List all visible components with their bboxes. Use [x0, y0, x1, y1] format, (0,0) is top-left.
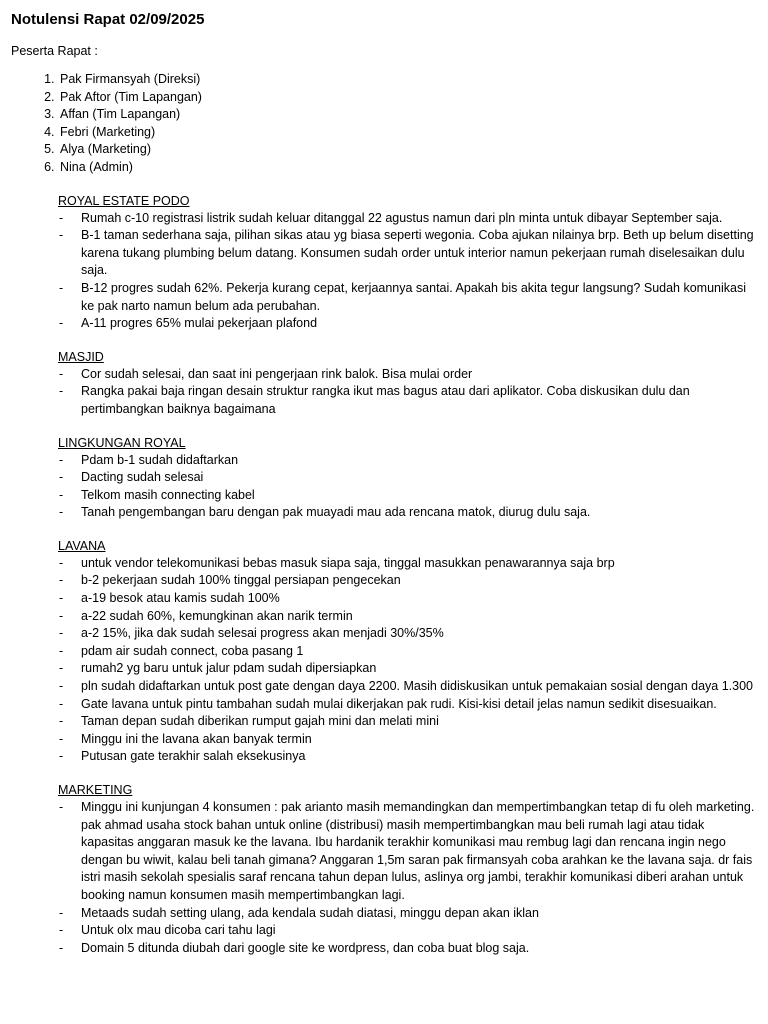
bullet-item: - Domain 5 ditunda diubah dari google site ke wordpress, dan coba buat blog saja. [58, 940, 756, 958]
participant-item: 1. Pak Firmansyah (Direksi) [58, 71, 756, 89]
bullet-item: - Metaads sudah setting ulang, ada kendala sudah diatasi, minggu depan akan iklan [58, 905, 756, 923]
sections-container [11, 193, 756, 958]
section-masjid [58, 349, 756, 419]
bullet-item: - Taman depan sudah diberikan rumput gajah mini dan melati mini [58, 713, 756, 731]
section-title: LINGKUNGAN ROYAL [58, 435, 186, 450]
bullet-item: - A-11 progres 65% mulai pekerjaan plafond [58, 315, 756, 333]
bullet-item: - untuk vendor telekomunikasi bebas masuk siapa saja, tinggal masukkan penawarannya saja brp [58, 555, 756, 573]
participant-item: 5. Alya (Marketing) [58, 141, 756, 159]
participant-item: 4. Febri (Marketing) [58, 124, 756, 142]
section-marketing [58, 782, 756, 957]
bullet-item: - a-22 sudah 60%, kemungkinan akan narik termin [58, 608, 756, 626]
participants-label: Peserta Rapat : [11, 44, 98, 58]
section-title: MASJID [58, 349, 104, 364]
bullet-item: - Cor sudah selesai, dan saat ini pengerjaan rink balok. Bisa mulai order [58, 366, 756, 384]
bullet-list [58, 366, 756, 419]
bullet-item: - Rangka pakai baja ringan desain struktur rangka ikut mas bagus atau dari aplikator. Coba diskusikan dulu dan pertimbangkan baiknya bagaimana [58, 383, 756, 418]
bullet-list [58, 452, 756, 522]
bullet-item: - Putusan gate terakhir salah eksekusinya [58, 748, 756, 766]
section-lingkungan-royal [58, 435, 756, 522]
bullet-item: - Minggu ini kunjungan 4 konsumen : pak arianto masih memandingkan dan mempertimbangkan tetap di fu oleh marketing. pak ahmad usaha stock bahan untuk online (distribusi) masih mempertimbangkan mau beli rumah lagi atau tidak kapasitas anggaran masuk ke the lavana. Ibu hardanik terakhir komunikasi mau rembug lagi dan rencana ingin nego dengan bu wiwit, kalau beli tanah gimana? Anggaran 1,5m saran pak firmansyah coba arahkan ke the lavana saja. dr fais istri masih sekolah spesialis saraf rencana tahun depan lulus, aslinya org jambi, terakhir komunikasi diberi arahan untuk booking namun konsumen masih mempertimbangkan lagi. [58, 799, 756, 905]
bullet-list [58, 210, 756, 333]
document-title: Notulensi Rapat 02/09/2025 [11, 11, 205, 28]
bullet-item: - a-2 15%, jika dak sudah selesai progress akan menjadi 30%/35% [58, 625, 756, 643]
section-title: LAVANA [58, 538, 106, 553]
bullet-item: - Rumah c-10 registrasi listrik sudah keluar ditanggal 22 agustus namun dari pln minta untuk dibayar September saja. [58, 210, 756, 228]
bullet-item: - a-19 besok atau kamis sudah 100% [58, 590, 756, 608]
participant-item: 3. Affan (Tim Lapangan) [58, 106, 756, 124]
bullet-list [58, 555, 756, 766]
bullet-item: - Pdam b-1 sudah didaftarkan [58, 452, 756, 470]
bullet-item: - Untuk olx mau dicoba cari tahu lagi [58, 922, 756, 940]
bullet-item: - B-1 taman sederhana saja, pilihan sikas atau yg biasa seperti wegonia. Coba ajukan nilainya brp. Beth up belum disetting karena tukang plumbing belum datang. Konsumen sudah order untuk interior namun pekerjaan rumah diselesaikan dulu saja. [58, 227, 756, 280]
bullet-item: - b-2 pekerjaan sudah 100% tinggal persiapan pengecekan [58, 572, 756, 590]
section-royal-estate-podo [58, 193, 756, 333]
participant-item: 2. Pak Aftor (Tim Lapangan) [58, 89, 756, 107]
section-title: MARKETING [58, 783, 133, 797]
bullet-item: - Gate lavana untuk pintu tambahan sudah mulai dikerjakan pak rudi. Kisi-kisi detail jelas namun sedikit disesuaikan. [58, 696, 756, 714]
bullet-item: - pln sudah didaftarkan untuk post gate dengan daya 2200. Masih didiskusikan untuk pemakaian sosial dengan daya 1.300 [58, 678, 756, 696]
bullet-item: - Minggu ini the lavana akan banyak termin [58, 731, 756, 749]
bullet-item: - B-12 progres sudah 62%. Pekerja kurang cepat, kerjaannya santai. Apakah bis akita tegur langsung? Sudah komunikasi ke pak narto namun belum ada perubahan. [58, 280, 756, 315]
bullet-item: - Telkom masih connecting kabel [58, 487, 756, 505]
participant-item: 6. Nina (Admin) [58, 159, 756, 177]
section-lavana [58, 538, 756, 766]
bullet-item: - Dacting sudah selesai [58, 469, 756, 487]
bullet-list [58, 799, 756, 957]
document [11, 10, 756, 957]
bullet-item: - pdam air sudah connect, coba pasang 1 [58, 643, 756, 661]
section-title: ROYAL ESTATE PODO [58, 193, 190, 208]
participants-list [11, 71, 756, 177]
bullet-item: - Tanah pengembangan baru dengan pak muayadi mau ada rencana matok, diurug dulu saja. [58, 504, 756, 522]
bullet-item: - rumah2 yg baru untuk jalur pdam sudah dipersiapkan [58, 660, 756, 678]
